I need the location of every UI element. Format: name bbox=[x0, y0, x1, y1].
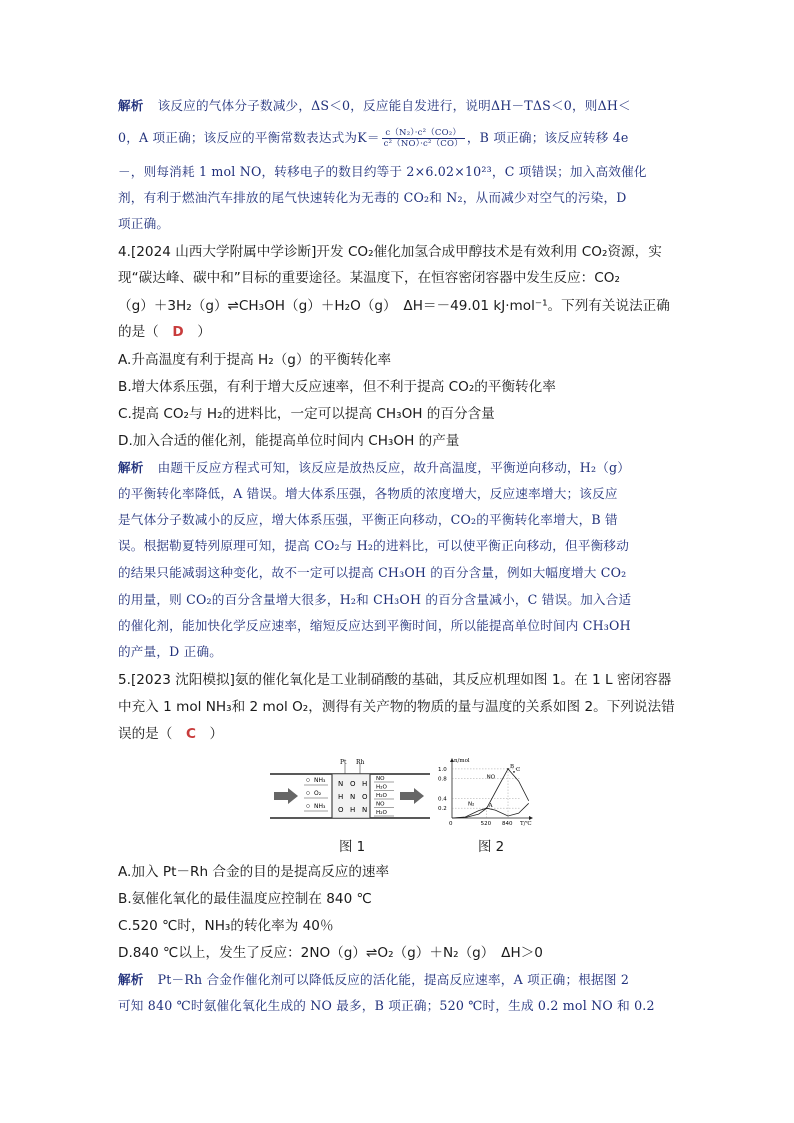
y-tick-label: 0.2 bbox=[438, 806, 447, 813]
outlet-species-label: H₂O bbox=[376, 793, 387, 799]
solution-line bbox=[118, 642, 222, 662]
inlet-species-label: NH₃ bbox=[314, 777, 326, 784]
point-b bbox=[507, 768, 509, 770]
line-text: 0，A 项正确；该反应的平衡常数表达式为K＝ bbox=[118, 130, 380, 145]
solution-line bbox=[118, 970, 629, 990]
metal-label-rh: Rh bbox=[356, 759, 365, 766]
solution-line bbox=[118, 996, 655, 1016]
line-text: 现“碳达峰、碳中和”目标的重要途径。某温度下，在恒容密闭容器中发生反应：CO₂ bbox=[118, 270, 620, 286]
y-tick-label: 0.4 bbox=[438, 796, 447, 803]
grid-atom: H bbox=[350, 806, 356, 814]
outlet-species-label: H₂O bbox=[376, 784, 387, 791]
line-text: 误的是（ bbox=[118, 726, 186, 742]
line-text: ） bbox=[195, 726, 224, 742]
y-tick-label: 0.8 bbox=[438, 776, 447, 783]
solution-line bbox=[118, 162, 647, 182]
line-text: 的催化剂，能加快化学反应速率，缩短反应达到平衡时间，所以能提高单位时间内 CH₃OH bbox=[118, 618, 631, 633]
line-text: D.加入合适的催化剂，能提高单位时间内 CH₃OH 的产量 bbox=[118, 433, 460, 449]
outlet-species-label: NO bbox=[376, 801, 385, 808]
line-text: C.520 ℃时，NH₃的转化率为 40％ bbox=[118, 918, 334, 934]
outlet-species-label: NO bbox=[376, 776, 385, 782]
figure-1-caption: 图 1 bbox=[339, 840, 366, 855]
grid-atom: O bbox=[362, 793, 368, 801]
question-line bbox=[118, 322, 211, 342]
line-text: 可知 840 ℃时氨催化氧化生成的 NO 最多，B 项正确；520 ℃时，生成 0.2 mol NO 和 0.2 bbox=[118, 998, 655, 1013]
line-text: 是气体分子数减小的反应，增大体系压强，平衡正向移动，CO₂的平衡转化率增大，B 错 bbox=[118, 512, 618, 527]
x-tick-label: 840 bbox=[502, 821, 513, 827]
y-axis-label: n/mol bbox=[454, 758, 470, 764]
solution-line bbox=[118, 484, 618, 504]
inlet-species-label: NH₃ bbox=[314, 803, 326, 810]
solution-label: 解析 bbox=[118, 98, 144, 113]
grid-atom: O bbox=[338, 806, 344, 814]
question-line bbox=[118, 724, 223, 744]
point-label-b: B bbox=[510, 763, 515, 770]
solution-line bbox=[118, 96, 631, 116]
figure-2-caption: 图 2 bbox=[478, 840, 505, 855]
inlet-arrow-icon bbox=[274, 788, 298, 804]
line-text: －，则每消耗 1 mol NO，转移电子的数目约等于 2×6.02×10²³，C 项错误；加入高效催化 bbox=[118, 164, 647, 179]
grid-atom: N bbox=[350, 793, 356, 801]
solution-line bbox=[118, 188, 627, 208]
figure-1-mechanism bbox=[270, 756, 430, 826]
line-text: B.增大体系压强，有利于增大反应速率，但不利于提高 CO₂的平衡转化率 bbox=[118, 379, 556, 395]
answer-letter: D bbox=[172, 324, 184, 340]
line-text: 由题干反应方程式可知，该反应是放热反应，故升高温度，平衡逆向移动，H₂（g） bbox=[157, 460, 631, 475]
molecule-icon bbox=[307, 779, 310, 782]
solution-line bbox=[118, 128, 629, 149]
question-line bbox=[118, 697, 675, 717]
line-text: 中充入 1 mol NH₃和 2 mol O₂，测得有关产物的物质的量与温度的关系如图 2。下列说法错 bbox=[118, 699, 675, 715]
grid-atom: H bbox=[362, 780, 368, 788]
solution-line bbox=[118, 458, 630, 478]
line-text: A.升高温度有利于提高 H₂（g）的平衡转化率 bbox=[118, 352, 392, 368]
molecule-icon bbox=[307, 792, 310, 795]
x-axis-arrow-icon bbox=[529, 816, 533, 820]
inlet-species-label: O₂ bbox=[314, 790, 322, 797]
grid-atom: N bbox=[338, 780, 344, 788]
line-text: A.加入 Pt－Rh 合金的目的是提高反应的速率 bbox=[118, 864, 390, 880]
outlet-arrow-icon bbox=[400, 788, 424, 804]
metal-label-pt: Pt bbox=[340, 759, 347, 766]
solution-label: 解析 bbox=[118, 460, 144, 475]
series-label-n2: N₂ bbox=[468, 801, 475, 808]
line-text: D.840 ℃以上，发生了反应：2NO（g）⇌O₂（g）＋N₂（g） ΔH＞0 bbox=[118, 945, 543, 961]
grid-atom: O bbox=[350, 780, 356, 788]
line-text: ，B 项正确；该反应转移 4e bbox=[466, 130, 629, 145]
solution-line bbox=[118, 616, 631, 636]
line-text: （g）＋3H₂（g）⇌CH₃OH（g）＋H₂O（g） ΔH＝－49.01 kJ·mol⁻¹。下列有关说法正确 bbox=[118, 298, 670, 314]
molecule-icon bbox=[307, 805, 310, 808]
solution-line bbox=[118, 510, 618, 530]
line-text: B.氨催化氧化的最佳温度应控制在 840 ℃ bbox=[118, 891, 372, 907]
equilibrium-constant-fraction: $\frac{\text{c（N₂）·c²（CO₂）}}{\text{c²（NO）·c²（CO）}}$ bbox=[383, 128, 463, 149]
line-text: 的用量，则 CO₂的百分含量增大很多，H₂和 CH₃OH 的百分含量减小，C 错误。加入合适 bbox=[118, 592, 632, 607]
solution-line bbox=[118, 214, 169, 234]
x-tick-label: 0 bbox=[449, 821, 453, 827]
x-axis-unit: T/℃ bbox=[520, 821, 532, 827]
question-line bbox=[118, 268, 620, 288]
grid-atom: N bbox=[362, 806, 368, 814]
solution-line bbox=[118, 563, 626, 583]
line-text: C.提高 CO₂与 H₂的进料比，一定可以提高 CH₃OH 的百分含量 bbox=[118, 406, 495, 422]
point-a bbox=[486, 807, 488, 809]
line-text: 的结果只能减弱这种变化，故不一定可以提高 CH₃OH 的百分含量，例如大幅度增大 CO₂ bbox=[118, 565, 627, 580]
question-line bbox=[118, 431, 459, 451]
outlet-species-label: H₂O bbox=[376, 810, 387, 816]
figure-2-chart bbox=[430, 756, 538, 828]
question-line bbox=[118, 377, 556, 397]
point-label-a: A bbox=[488, 803, 493, 810]
line-text: ） bbox=[183, 324, 211, 340]
x-tick-label: 520 bbox=[480, 821, 492, 827]
question-line bbox=[118, 889, 372, 909]
line-text: 剂，有利于燃油汽车排放的尾气快速转化为无毒的 CO₂和 N₂，从而减少对空气的污染，D bbox=[118, 190, 627, 205]
solution-line bbox=[118, 590, 631, 610]
line-text: Pt－Rh 合金作催化剂可以降低反应的活化能，提高反应速率，A 项正确；根据图 2 bbox=[157, 972, 630, 987]
question-line bbox=[118, 916, 334, 936]
question-line bbox=[118, 404, 495, 424]
line-text: 的是（ bbox=[118, 324, 173, 340]
line-text: 的产量，D 正确。 bbox=[118, 644, 223, 659]
question-line bbox=[118, 350, 391, 370]
line-text: 5.[2023 沈阳模拟]氨的催化氧化是工业制硝酸的基础，其反应机理如图 1。在 1 L 密闭容器 bbox=[118, 672, 672, 688]
point-c bbox=[513, 771, 515, 773]
line-text: 4.[2024 山西大学附属中学诊断]开发 CO₂催化加氢合成甲醇技术是有效利用 CO₂资源，实 bbox=[118, 244, 662, 260]
question-line bbox=[118, 862, 389, 882]
answer-letter: C bbox=[185, 726, 196, 742]
solution-label: 解析 bbox=[118, 972, 144, 987]
question-line bbox=[118, 943, 543, 963]
solution-line bbox=[118, 536, 629, 556]
question-line bbox=[118, 670, 671, 690]
line-text: 的平衡转化率降低，A 错误。增大体系压强，各物质的浓度增大，反应速率增大；该反应 bbox=[118, 486, 618, 501]
line-text: 误。根据勒夏特列原理可知，提高 CO₂与 H₂的进料比，可以使平衡正向移动，但平衡移动 bbox=[118, 538, 630, 553]
line-text: 该反应的气体分子数减少，ΔS＜0，反应能自发进行，说明ΔH－TΔS＜0，则ΔH＜ bbox=[157, 98, 631, 113]
line-text: 项正确。 bbox=[118, 216, 170, 231]
question-line bbox=[118, 296, 670, 316]
point-label-c: C bbox=[516, 766, 521, 773]
y-tick-label: 1.0 bbox=[438, 766, 447, 773]
question-line bbox=[118, 242, 662, 262]
series-label-no: NO bbox=[486, 774, 496, 781]
grid-atom: H bbox=[338, 793, 344, 801]
